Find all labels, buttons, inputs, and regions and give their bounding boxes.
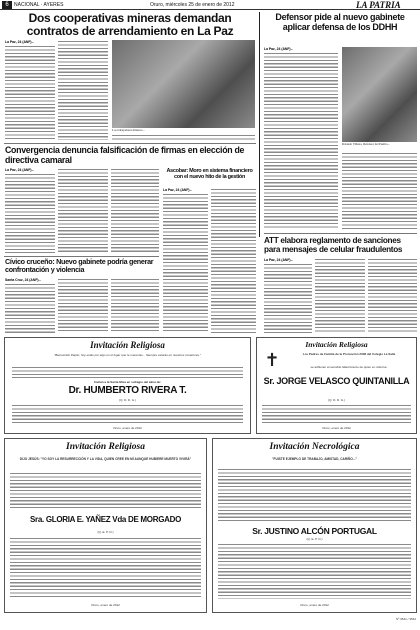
notice-portugal-name: Sr. JUSTINO ALCÓN PORTUGAL [252,526,377,536]
dateline-ascobar: La Paz, 24 (ANF).- [163,188,192,192]
body-ddhh-col2 [342,152,417,230]
notice-portugal-details [218,543,411,599]
notice-morgado-family [10,472,201,510]
notice-rivera-rip: (Q. D. D. G.) [119,398,136,402]
body-att-col2 [315,258,365,333]
notice-rivera-details [12,404,243,424]
dateline-cooperativas: La Paz, 24 (ANF).- [5,40,34,44]
headline-cooperativas: Dos cooperativas mineras demandan contratos de arrendamiento en La Paz [26,11,234,38]
notice-velasco-details [262,404,411,424]
headline-civico: Cívico cruceño: Nuevo gabinete podría generar confrontación y violencia [5,257,154,274]
notice-velasco-ask: se adhieren al sensible fallecimiento de quien en vida fue: [310,365,388,369]
issue-date: Oruro, miércoles 25 de enero de 2012 [150,2,235,8]
column-divider [259,12,260,237]
notice-morgado-name: Sra. GLORIA E. YAÑEZ Vda DE MORGADO [29,515,181,524]
notice-morgado-footer: Oruro, enero de 2012 [91,603,120,607]
body-att-col1 [264,263,312,333]
notice-velasco-rip: (Q. D. D. G.) [328,398,345,402]
headline-att: ATT elabora reglamento de sanciones para mensajes de celular fraudulentos [264,236,403,254]
caption-ddhh: Rolando Villena, Defensor del Pueblo... [342,142,390,146]
notice-portugal-title: Invitación Necrológica [269,442,360,452]
notice-rivera-footer: Oruro, enero de 2012 [113,426,142,430]
body-civico-col1 [5,283,55,333]
dateline-att: La Paz, 24 (ANF).- [264,258,293,262]
body-ddhh-col1 [264,52,338,230]
body-cooperativas-col2 [58,40,108,140]
body-cooperativas-col3 [112,134,255,140]
body-cooperativas-col1 [5,45,55,140]
photo-cooperativas [112,40,255,128]
section-label: NACIONAL · AYERES [14,2,64,8]
headline-ddhh: Defensor pide al nuevo gabinete aplicar defensa de los DDHH [275,12,405,32]
notice-morgado-title: Invitación Religiosa [66,442,145,452]
notice-morgado-quote: DIJO JESÚS: "YO SOY LA RESURRECCIÓN Y LA VIDA, QUIEN CREE EN MÍ AUNQUE HUBIERE MUERTO VIVIRÁ" [19,457,192,461]
body-civico-col3 [111,278,159,333]
body-convergencia-col2 [58,168,108,253]
body-ascobar-col2 [211,188,256,333]
headline-convergencia: Convergencia denuncia falsificación de firmas en elección de directiva camaral [5,145,245,165]
notice-velasco-org: Los Padres de Familia de la Promoción 2008 del Colegio La Salle [302,352,396,356]
dateline-convergencia: La Paz, 24 (ANF).- [5,168,34,172]
notice-portugal-quote: "FUISTE EJEMPLO DE TRABAJO, AMISTAD, CARIÑO..." [271,457,357,461]
notice-rivera-title: Invitación Religiosa [90,340,165,350]
notice-portugal-rip: (Q. E. P. D.) [306,537,323,541]
notice-velasco-name: Sr. JORGE VELASCO QUINTANILLA [263,376,410,386]
dateline-ddhh: La Paz, 24 (ANF).- [264,47,293,51]
page-number: 6 [2,1,12,9]
notice-morgado-rip: (Q. E. P. D.) [97,530,114,534]
page-footer-code: Nº 3541 / 3542 [396,617,416,621]
cross-icon: ✝ [264,350,280,370]
notice-rivera-name: Dr. HUMBERTO RIVERA T. [68,385,187,396]
notice-velasco-footer: Oruro, enero de 2012 [322,426,351,430]
newspaper-logo: LA PATRIA [356,0,401,10]
section-divider [4,143,256,144]
notice-portugal-footer: Oruro, enero de 2012 [300,603,329,607]
body-civico-col2 [58,278,108,333]
dateline-civico: Santa Cruz, 24 (ANF).- [5,278,41,282]
notice-morgado-details [10,537,201,599]
section-divider [264,233,417,234]
notice-rivera-ask: Invitan a la Santa Misa en sufragio del alma de: [93,380,162,384]
caption-cooperativas: Los trabajadores mineros... [112,128,145,132]
body-convergencia-col1 [5,173,55,253]
photo-ddhh [342,47,417,142]
notice-portugal-family [218,468,411,523]
body-ascobar-col1 [163,193,208,333]
notice-rivera-family [12,366,243,378]
notice-rivera-intro: "Bienvenido Papito, hoy estás por algo en el lugar que te merecías... Siempre estarás en nuestros corazones." [54,353,201,357]
notice-velasco-title: Invitación Religiosa [305,340,368,349]
body-att-col3 [368,258,417,333]
headline-ascobar: Ascobar: Moro en sistema financiero con el nuevo hito de la gestión [166,168,253,181]
body-convergencia-col3 [111,168,159,253]
